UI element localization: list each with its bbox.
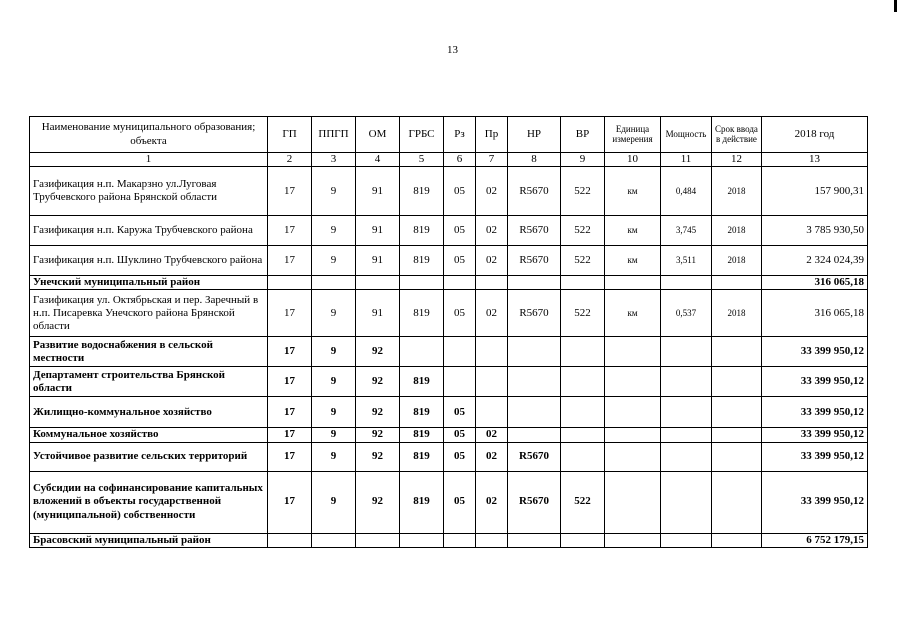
cell-nr: R5670 [508, 290, 561, 337]
cell-gp: 17 [268, 442, 312, 471]
cell-unit [605, 367, 661, 397]
column-number: 6 [444, 153, 476, 167]
cell-pr: 02 [476, 471, 508, 533]
corner-mark [894, 0, 897, 12]
cell-gp: 17 [268, 216, 312, 246]
cell-nr [508, 276, 561, 290]
cell-power [661, 442, 712, 471]
cell-pr: 02 [476, 290, 508, 337]
cell-ppgp: 9 [312, 337, 356, 367]
row-name: Жилищно-коммунальное хозяйство [30, 397, 268, 428]
cell-unit [605, 428, 661, 442]
cell-power [661, 428, 712, 442]
cell-om [356, 533, 400, 547]
cell-amount: 33 399 950,12 [762, 471, 868, 533]
cell-ppgp: 9 [312, 428, 356, 442]
cell-year [712, 276, 762, 290]
cell-year [712, 428, 762, 442]
cell-ppgp: 9 [312, 246, 356, 276]
column-number: 11 [661, 153, 712, 167]
row-name: Газификация ул. Октябрьская и пер. Заречный в н.п. Писаревка Унечского района Брянской области [30, 290, 268, 337]
cell-pr: 02 [476, 442, 508, 471]
cell-unit [605, 471, 661, 533]
column-number-row [30, 153, 868, 167]
cell-pr [476, 276, 508, 290]
header-cell: ВР [561, 117, 605, 153]
cell-power: 0,537 [661, 290, 712, 337]
table-row [30, 533, 868, 547]
cell-om: 91 [356, 216, 400, 246]
column-number: 8 [508, 153, 561, 167]
column-number: 10 [605, 153, 661, 167]
cell-ppgp: 9 [312, 167, 356, 216]
row-name: Газификация н.п. Шуклино Трубчевского района [30, 246, 268, 276]
header-cell: Мощность [661, 117, 712, 153]
cell-nr [508, 367, 561, 397]
cell-unit: км [605, 167, 661, 216]
cell-gp: 17 [268, 290, 312, 337]
cell-unit [605, 337, 661, 367]
header-cell: Единица измерения [605, 117, 661, 153]
cell-vr [561, 397, 605, 428]
cell-rz [444, 276, 476, 290]
row-name: Брасовский муниципальный район [30, 533, 268, 547]
table-row [30, 167, 868, 216]
cell-vr [561, 533, 605, 547]
row-name: Развитие водоснабжения в сельской местности [30, 337, 268, 367]
header-cell: ОМ [356, 117, 400, 153]
cell-gp: 17 [268, 428, 312, 442]
cell-unit [605, 442, 661, 471]
cell-power: 3,511 [661, 246, 712, 276]
table-row [30, 276, 868, 290]
cell-om: 92 [356, 442, 400, 471]
column-number: 12 [712, 153, 762, 167]
column-number: 3 [312, 153, 356, 167]
cell-grbs: 819 [400, 397, 444, 428]
cell-vr: 522 [561, 290, 605, 337]
row-name: Газификация н.п. Макарзно ул.Луговая Трубчевского района Брянской области [30, 167, 268, 216]
cell-pr: 02 [476, 246, 508, 276]
cell-grbs: 819 [400, 290, 444, 337]
cell-rz: 05 [444, 167, 476, 216]
cell-amount: 316 065,18 [762, 276, 868, 290]
header-cell: Наименование муниципального образования; объекта [30, 117, 268, 153]
cell-rz [444, 367, 476, 397]
cell-power: 3,745 [661, 216, 712, 246]
cell-grbs: 819 [400, 471, 444, 533]
cell-vr [561, 337, 605, 367]
table-header-row [30, 117, 868, 153]
cell-rz: 05 [444, 397, 476, 428]
cell-ppgp [312, 533, 356, 547]
row-name: Устойчивое развитие сельских территорий [30, 442, 268, 471]
cell-grbs [400, 533, 444, 547]
cell-nr: R5670 [508, 167, 561, 216]
table-row [30, 471, 868, 533]
cell-om: 91 [356, 290, 400, 337]
cell-unit: км [605, 290, 661, 337]
cell-amount: 33 399 950,12 [762, 337, 868, 367]
cell-power [661, 533, 712, 547]
table-row [30, 397, 868, 428]
cell-nr [508, 397, 561, 428]
header-cell: Пр [476, 117, 508, 153]
cell-ppgp: 9 [312, 290, 356, 337]
cell-amount: 316 065,18 [762, 290, 868, 337]
cell-year: 2018 [712, 167, 762, 216]
row-name: Коммунальное хозяйство [30, 428, 268, 442]
header-cell: Рз [444, 117, 476, 153]
cell-year [712, 533, 762, 547]
cell-gp: 17 [268, 167, 312, 216]
cell-om: 91 [356, 167, 400, 216]
cell-grbs [400, 276, 444, 290]
cell-nr [508, 428, 561, 442]
cell-gp [268, 276, 312, 290]
column-number: 1 [30, 153, 268, 167]
column-number: 5 [400, 153, 444, 167]
header-cell: НР [508, 117, 561, 153]
header-cell: ГП [268, 117, 312, 153]
cell-vr [561, 276, 605, 290]
cell-pr [476, 397, 508, 428]
cell-vr: 522 [561, 471, 605, 533]
cell-amount: 3 785 930,50 [762, 216, 868, 246]
cell-power [661, 397, 712, 428]
cell-ppgp [312, 276, 356, 290]
cell-ppgp: 9 [312, 216, 356, 246]
cell-nr [508, 533, 561, 547]
row-name: Департамент строительства Брянской области [30, 367, 268, 397]
cell-unit: км [605, 216, 661, 246]
cell-gp: 17 [268, 246, 312, 276]
cell-year [712, 367, 762, 397]
cell-om: 92 [356, 397, 400, 428]
header-cell: 2018 год [762, 117, 868, 153]
row-name: Унечский муниципальный район [30, 276, 268, 290]
cell-grbs: 819 [400, 367, 444, 397]
cell-ppgp: 9 [312, 397, 356, 428]
cell-pr [476, 533, 508, 547]
cell-nr: R5670 [508, 216, 561, 246]
cell-gp: 17 [268, 397, 312, 428]
row-name: Субсидии на софинансирование капитальных вложений в объекты государственной (муниципальной) собственности [30, 471, 268, 533]
cell-year [712, 397, 762, 428]
cell-grbs: 819 [400, 167, 444, 216]
cell-rz: 05 [444, 442, 476, 471]
cell-year [712, 471, 762, 533]
cell-ppgp: 9 [312, 442, 356, 471]
table-row [30, 442, 868, 471]
header-cell: Срок ввода в действие [712, 117, 762, 153]
cell-vr [561, 442, 605, 471]
column-number: 7 [476, 153, 508, 167]
cell-unit: км [605, 246, 661, 276]
column-number: 4 [356, 153, 400, 167]
cell-om: 92 [356, 337, 400, 367]
cell-rz: 05 [444, 246, 476, 276]
cell-year: 2018 [712, 216, 762, 246]
cell-gp: 17 [268, 337, 312, 367]
cell-power: 0,484 [661, 167, 712, 216]
page-number: 13 [447, 44, 458, 56]
table-row [30, 216, 868, 246]
cell-amount: 33 399 950,12 [762, 428, 868, 442]
cell-year [712, 337, 762, 367]
cell-om [356, 276, 400, 290]
cell-rz [444, 337, 476, 367]
budget-table [29, 116, 868, 548]
cell-vr: 522 [561, 167, 605, 216]
cell-rz [444, 533, 476, 547]
cell-rz: 05 [444, 428, 476, 442]
cell-grbs: 819 [400, 216, 444, 246]
cell-year [712, 442, 762, 471]
column-number: 2 [268, 153, 312, 167]
header-cell: ППГП [312, 117, 356, 153]
row-name: Газификация н.п. Каружа Трубчевского района [30, 216, 268, 246]
cell-gp [268, 533, 312, 547]
cell-om: 92 [356, 367, 400, 397]
column-number: 9 [561, 153, 605, 167]
cell-amount: 157 900,31 [762, 167, 868, 216]
table-row [30, 246, 868, 276]
table-row [30, 337, 868, 367]
cell-vr: 522 [561, 216, 605, 246]
cell-amount: 6 752 179,15 [762, 533, 868, 547]
cell-year: 2018 [712, 290, 762, 337]
cell-vr [561, 428, 605, 442]
cell-gp: 17 [268, 367, 312, 397]
header-cell: ГРБС [400, 117, 444, 153]
table-row [30, 428, 868, 442]
cell-power [661, 337, 712, 367]
table-row [30, 290, 868, 337]
cell-ppgp: 9 [312, 367, 356, 397]
cell-om: 91 [356, 246, 400, 276]
cell-gp: 17 [268, 471, 312, 533]
cell-rz: 05 [444, 471, 476, 533]
cell-grbs: 819 [400, 246, 444, 276]
cell-nr: R5670 [508, 471, 561, 533]
cell-grbs: 819 [400, 428, 444, 442]
cell-rz: 05 [444, 216, 476, 246]
column-number: 13 [762, 153, 868, 167]
cell-vr [561, 367, 605, 397]
cell-pr [476, 337, 508, 367]
cell-power [661, 276, 712, 290]
cell-unit [605, 276, 661, 290]
cell-amount: 33 399 950,12 [762, 367, 868, 397]
cell-nr [508, 337, 561, 367]
cell-grbs: 819 [400, 442, 444, 471]
cell-om: 92 [356, 471, 400, 533]
cell-vr: 522 [561, 246, 605, 276]
cell-year: 2018 [712, 246, 762, 276]
cell-amount: 2 324 024,39 [762, 246, 868, 276]
cell-rz: 05 [444, 290, 476, 337]
cell-pr: 02 [476, 167, 508, 216]
cell-pr: 02 [476, 428, 508, 442]
cell-amount: 33 399 950,12 [762, 397, 868, 428]
table-row [30, 367, 868, 397]
cell-unit [605, 397, 661, 428]
cell-ppgp: 9 [312, 471, 356, 533]
cell-pr [476, 367, 508, 397]
cell-nr: R5670 [508, 246, 561, 276]
cell-amount: 33 399 950,12 [762, 442, 868, 471]
cell-grbs [400, 337, 444, 367]
cell-nr: R5670 [508, 442, 561, 471]
cell-power [661, 367, 712, 397]
cell-om: 92 [356, 428, 400, 442]
cell-unit [605, 533, 661, 547]
cell-pr: 02 [476, 216, 508, 246]
cell-power [661, 471, 712, 533]
